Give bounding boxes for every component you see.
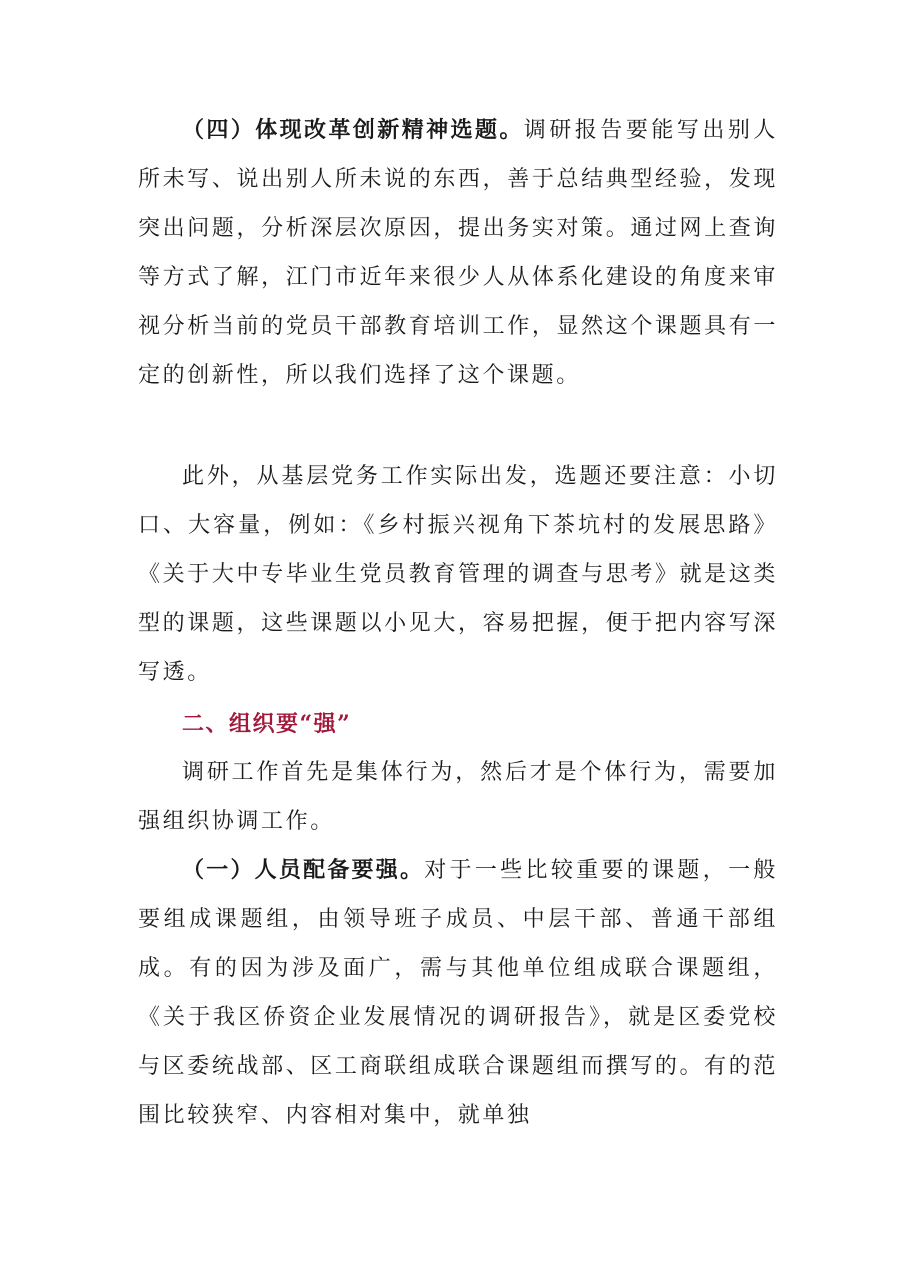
paragraph-collective-body: 调研工作首先是集体行为，然后才是个体行为，需要加强组织协调工作。	[138, 760, 778, 834]
paragraph-staffing	[138, 846, 778, 1140]
paragraph-staffing-body: 对于一些比较重要的课题，一般要组成课题组，由领导班子成员、中层干部、普通干部组成。有的因为涉及面广，需与其他单位组成联合课题组，《关于我区侨资企业发展情况的调研报告》，就是区委党校与区委统战部、区工商联组成联合课题组而撰写的。有的范围比较狭窄、内容相对集中，就单独	[138, 858, 778, 1128]
section-heading-organization: 二、组织要“强”	[182, 711, 352, 737]
paragraph-innovation-topic	[138, 106, 778, 400]
paragraph-innovation-body: 调研报告要能写出别人所未写、说出别人所未说的东西，善于总结典型经验，发现突出问题，分析深层次原因，提出务实对策。通过网上查询等方式了解，江门市近年来很少人从体系化建设的角度来审视分析当前的党员干部教育培训工作，显然这个课题具有一定的创新性，所以我们选择了这个课题。	[138, 118, 778, 388]
subheading-innovation: （四）体现改革创新精神选题。	[182, 117, 524, 143]
paragraph-grassroots-topic	[138, 452, 778, 697]
paragraph-grassroots-body: 此外，从基层党务工作实际出发，选题还要注意：小切口、大容量，例如：《乡村振兴视角下茶坑村的发展思路》《关于大中专毕业生党员教育管理的调查与思考》就是这类型的课题，这些课题以小见大，容易把握，便于把内容写深写透。	[138, 464, 778, 685]
paragraph-collective-work	[138, 748, 778, 846]
subheading-staffing: （一）人员配备要强。	[182, 857, 425, 883]
